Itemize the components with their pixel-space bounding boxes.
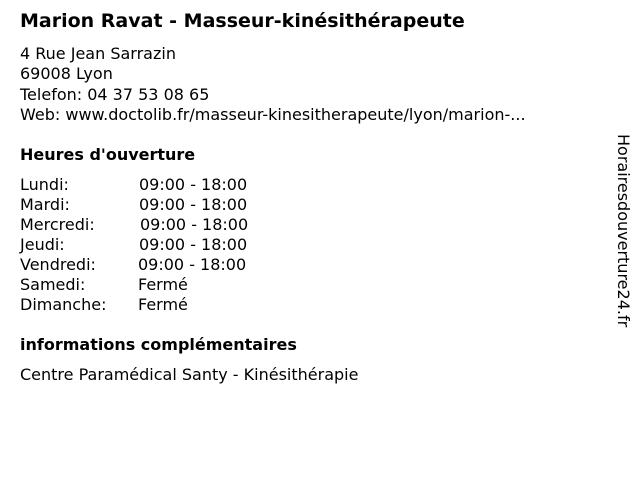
hours-row-sunday: [20, 295, 320, 315]
day-label: Dimanche:: [20, 295, 107, 314]
day-label: Vendredi:: [20, 255, 96, 274]
hours-row-friday: [20, 255, 320, 275]
hours-value: 09:00 - 18:00: [139, 195, 248, 214]
address-block: [20, 44, 526, 125]
additional-info-heading: informations complémentaires: [20, 335, 297, 354]
site-watermark: Horairesdouverture24.fr: [614, 134, 633, 328]
hours-row-thursday: [20, 235, 320, 255]
hours-value: Fermé: [138, 295, 188, 314]
additional-info-text: Centre Paramédical Santy - Kinésithérapie: [20, 365, 359, 384]
hours-row-tuesday: [20, 195, 320, 215]
hours-row-saturday: [20, 275, 320, 295]
opening-hours-list: [20, 175, 320, 315]
city: 69008 Lyon: [20, 64, 113, 84]
hours-value: 09:00 - 18:00: [139, 235, 248, 254]
hours-value: 09:00 - 18:00: [140, 215, 249, 234]
opening-hours-heading: Heures d'ouverture: [20, 145, 196, 164]
day-label: Mardi:: [20, 195, 70, 214]
website: Web: www.doctolib.fr/masseur-kinesitherapeute/lyon/marion-...: [20, 104, 526, 124]
street-address: 4 Rue Jean Sarrazin: [20, 44, 176, 63]
day-label: Mercredi:: [20, 215, 95, 234]
phone-number: Telefon: 04 37 53 08 65: [20, 84, 210, 104]
hours-row-monday: [20, 175, 320, 195]
hours-value: 09:00 - 18:00: [138, 255, 247, 274]
hours-value: 09:00 - 18:00: [139, 175, 248, 194]
page-title: Marion Ravat - Masseur-kinésithérapeute: [20, 10, 465, 32]
hours-value: Fermé: [138, 275, 188, 294]
hours-row-wednesday: [20, 215, 320, 235]
day-label: Lundi:: [20, 175, 69, 194]
day-label: Jeudi:: [20, 235, 65, 254]
day-label: Samedi:: [20, 275, 86, 294]
